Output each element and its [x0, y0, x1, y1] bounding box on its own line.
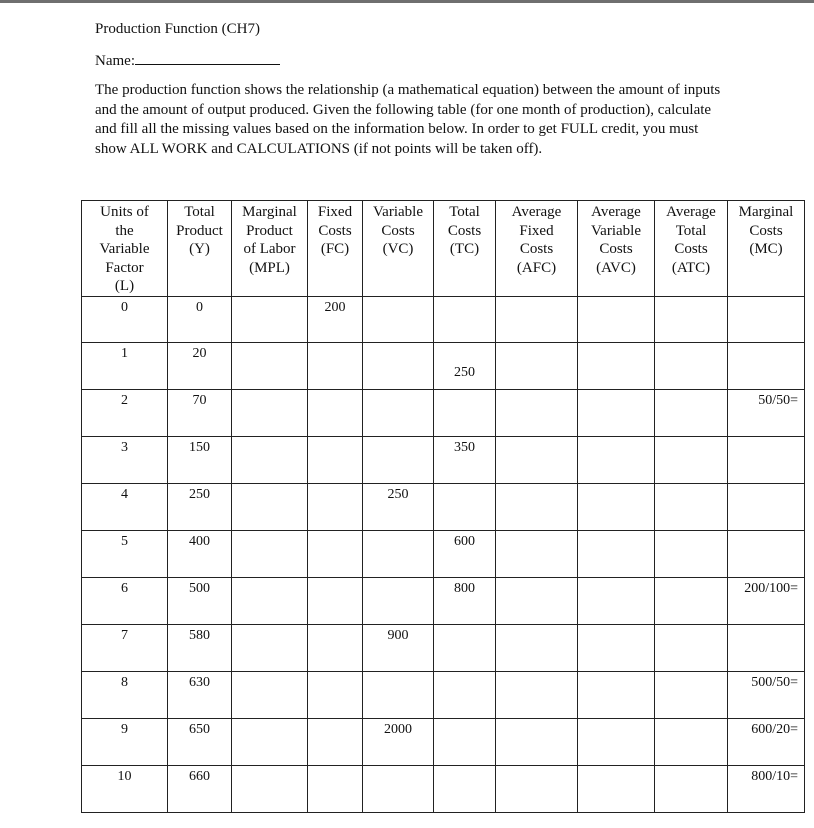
cell-mc[interactable]: [728, 436, 805, 483]
cell-avc[interactable]: [578, 671, 655, 718]
table-row: [82, 342, 805, 389]
cell-y[interactable]: 400: [168, 530, 232, 577]
cell-tc[interactable]: [434, 483, 496, 530]
cell-vc[interactable]: [363, 577, 434, 624]
cell-y[interactable]: 0: [168, 296, 232, 342]
header-line: (TC): [449, 241, 480, 258]
cell-mpl[interactable]: [232, 718, 308, 765]
cell-tc[interactable]: 800: [434, 577, 496, 624]
cell-l[interactable]: 8: [82, 671, 168, 718]
cell-fc[interactable]: [308, 718, 363, 765]
table-row: [82, 624, 805, 671]
cell-afc[interactable]: [496, 530, 578, 577]
table-row: [82, 577, 805, 624]
cell-atc[interactable]: [655, 624, 728, 671]
cell-y[interactable]: 580: [168, 624, 232, 671]
cell-l[interactable]: 10: [82, 765, 168, 812]
cell-fc[interactable]: [308, 624, 363, 671]
cell-mpl[interactable]: [232, 483, 308, 530]
header-line: Fixed: [317, 204, 353, 220]
table-row: [82, 530, 805, 577]
cell-afc[interactable]: [496, 436, 578, 483]
cell-atc[interactable]: [655, 530, 728, 577]
cell-avc[interactable]: [578, 765, 655, 812]
table-row: [82, 718, 805, 765]
cell-vc[interactable]: [363, 765, 434, 812]
header-line: (AFC): [516, 259, 557, 276]
cell-mpl[interactable]: [232, 530, 308, 577]
cell-l[interactable]: 0: [82, 296, 168, 342]
cell-mpl[interactable]: [232, 765, 308, 812]
cell-vc[interactable]: [363, 296, 434, 342]
cell-mc[interactable]: 500/50=: [728, 671, 805, 718]
cell-atc[interactable]: [655, 483, 728, 530]
cell-afc[interactable]: [496, 342, 578, 389]
cell-afc[interactable]: [496, 718, 578, 765]
cell-fc[interactable]: [308, 436, 363, 483]
cell-fc[interactable]: [308, 389, 363, 436]
header-line: (ATC): [671, 259, 711, 276]
cell-mc[interactable]: 800/10=: [728, 765, 805, 812]
cell-y[interactable]: 20: [168, 342, 232, 389]
cell-afc[interactable]: [496, 483, 578, 530]
cell-tc[interactable]: 250: [434, 342, 496, 389]
cell-avc[interactable]: [578, 436, 655, 483]
header-line: (L): [114, 278, 135, 295]
header-line: (VC): [382, 241, 414, 258]
header-line: Units of: [100, 204, 149, 220]
table-row: [82, 436, 805, 483]
cell-fc[interactable]: [308, 671, 363, 718]
cell-mpl[interactable]: [232, 389, 308, 436]
production-table: [81, 200, 805, 813]
cell-vc[interactable]: [363, 342, 434, 389]
cell-avc[interactable]: [578, 530, 655, 577]
cell-afc[interactable]: [496, 296, 578, 342]
cell-avc[interactable]: [578, 624, 655, 671]
cell-mpl[interactable]: [232, 577, 308, 624]
cell-fc[interactable]: [308, 342, 363, 389]
table-row: [82, 483, 805, 530]
table-row: [82, 671, 805, 718]
cell-atc[interactable]: [655, 671, 728, 718]
header-line: (Y): [189, 241, 210, 258]
cell-avc[interactable]: [578, 389, 655, 436]
table-row: [82, 765, 805, 812]
cell-y[interactable]: 660: [168, 765, 232, 812]
cell-atc[interactable]: [655, 718, 728, 765]
cell-atc[interactable]: [655, 296, 728, 342]
header-line: Average: [666, 204, 716, 220]
header-cell: [496, 201, 578, 297]
header-line: Marginal: [738, 204, 794, 220]
cell-atc[interactable]: [655, 342, 728, 389]
cell-vc[interactable]: [363, 389, 434, 436]
cell-mpl[interactable]: [232, 624, 308, 671]
cell-mc[interactable]: [728, 483, 805, 530]
cell-afc[interactable]: [496, 765, 578, 812]
cell-fc[interactable]: [308, 483, 363, 530]
cell-afc[interactable]: [496, 389, 578, 436]
name-blank: [135, 51, 280, 65]
cell-vc[interactable]: [363, 671, 434, 718]
cell-atc[interactable]: [655, 389, 728, 436]
cell-atc[interactable]: [655, 577, 728, 624]
header-line: Total: [675, 222, 707, 239]
header-line: Factor: [105, 259, 144, 276]
cell-mpl[interactable]: [232, 342, 308, 389]
cell-l[interactable]: 3: [82, 436, 168, 483]
header-cell: [82, 201, 168, 297]
cell-l[interactable]: 7: [82, 624, 168, 671]
cell-tc[interactable]: [434, 718, 496, 765]
cell-avc[interactable]: [578, 577, 655, 624]
header-line: Product: [246, 222, 293, 239]
cell-tc[interactable]: 600: [434, 530, 496, 577]
cell-afc[interactable]: [496, 671, 578, 718]
cell-mc[interactable]: [728, 342, 805, 389]
cell-mpl[interactable]: [232, 436, 308, 483]
cell-fc[interactable]: [308, 530, 363, 577]
header-cell: [308, 201, 363, 297]
cell-l[interactable]: 5: [82, 530, 168, 577]
cell-mc[interactable]: 50/50=: [728, 389, 805, 436]
header-cell: [363, 201, 434, 297]
cell-mc[interactable]: 600/20=: [728, 718, 805, 765]
header-cell: [578, 201, 655, 297]
header-line: of Labor: [243, 241, 296, 258]
header-line: Costs: [674, 241, 708, 258]
cell-mc[interactable]: [728, 624, 805, 671]
cell-y[interactable]: 500: [168, 577, 232, 624]
name-field-line: [95, 51, 280, 70]
header-cell: [655, 201, 728, 297]
cell-afc[interactable]: [496, 624, 578, 671]
cell-y[interactable]: 150: [168, 436, 232, 483]
document-title: Production Function (CH7): [95, 21, 260, 37]
cell-atc[interactable]: [655, 765, 728, 812]
cell-tc[interactable]: [434, 765, 496, 812]
table-header-row: [82, 201, 805, 297]
header-line: Average: [511, 204, 562, 220]
cell-mpl[interactable]: [232, 671, 308, 718]
cell-vc[interactable]: 250: [363, 483, 434, 530]
cell-avc[interactable]: [578, 483, 655, 530]
table-body: [82, 296, 805, 812]
cell-vc[interactable]: [363, 530, 434, 577]
cell-tc[interactable]: [434, 296, 496, 342]
cell-l[interactable]: 4: [82, 483, 168, 530]
table-row: [82, 296, 805, 342]
instructions-paragraph: The production function shows the relationship (a mathematical equation) between the amount of inputs and the amount of output produced. Given the following table (for one month of production), calculate and fill all the missing values based on the information below. In order to get FULL credit, you must show ALL WORK and CALCULATIONS (if not points will be taken off).: [95, 82, 721, 157]
header-line: Variable: [373, 204, 423, 220]
header-cell: [434, 201, 496, 297]
cell-y[interactable]: 650: [168, 718, 232, 765]
cell-mpl[interactable]: [232, 296, 308, 342]
header-line: Costs: [749, 222, 783, 239]
cell-tc[interactable]: [434, 624, 496, 671]
cell-atc[interactable]: [655, 436, 728, 483]
window-top-border: [0, 0, 814, 3]
header-line: (AVC): [596, 259, 636, 276]
cell-y[interactable]: 630: [168, 671, 232, 718]
header-line: Marginal: [242, 204, 297, 220]
header-line: (MPL): [249, 259, 290, 276]
header-cell: [728, 201, 805, 297]
cell-mc[interactable]: [728, 530, 805, 577]
cell-mc[interactable]: 200/100=: [728, 577, 805, 624]
header-line: Average: [591, 204, 641, 220]
cell-vc[interactable]: 900: [363, 624, 434, 671]
cell-mc[interactable]: [728, 296, 805, 342]
cell-fc[interactable]: [308, 577, 363, 624]
cell-avc[interactable]: [578, 342, 655, 389]
cell-l[interactable]: 1: [82, 342, 168, 389]
name-label: Name:: [95, 53, 135, 69]
cell-vc[interactable]: [363, 436, 434, 483]
header-line: Variable: [99, 241, 150, 258]
header-line: Total: [184, 204, 215, 220]
cell-l[interactable]: 2: [82, 389, 168, 436]
cell-afc[interactable]: [496, 577, 578, 624]
cell-tc[interactable]: 350: [434, 436, 496, 483]
cell-y[interactable]: 70: [168, 389, 232, 436]
header-line: Costs: [447, 222, 482, 239]
header-line: Total: [449, 204, 480, 220]
header-line: (FC): [320, 241, 350, 258]
header-line: the: [115, 222, 134, 239]
header-line: Product: [176, 222, 223, 239]
cell-avc[interactable]: [578, 718, 655, 765]
cell-tc[interactable]: [434, 671, 496, 718]
header-line: Costs: [519, 241, 554, 258]
cell-y[interactable]: 250: [168, 483, 232, 530]
header-line: (MC): [749, 241, 783, 258]
header-line: Costs: [318, 222, 352, 239]
cell-fc[interactable]: 200: [308, 296, 363, 342]
cell-l[interactable]: 6: [82, 577, 168, 624]
header-line: Variable: [591, 222, 641, 239]
cell-l[interactable]: 9: [82, 718, 168, 765]
table-row: [82, 389, 805, 436]
header-line: Costs: [599, 241, 633, 258]
cell-tc[interactable]: [434, 389, 496, 436]
cell-vc[interactable]: 2000: [363, 718, 434, 765]
cell-avc[interactable]: [578, 296, 655, 342]
cell-fc[interactable]: [308, 765, 363, 812]
header-line: Fixed: [519, 222, 554, 239]
header-cell: [168, 201, 232, 297]
header-line: Costs: [381, 222, 415, 239]
header-cell: [232, 201, 308, 297]
